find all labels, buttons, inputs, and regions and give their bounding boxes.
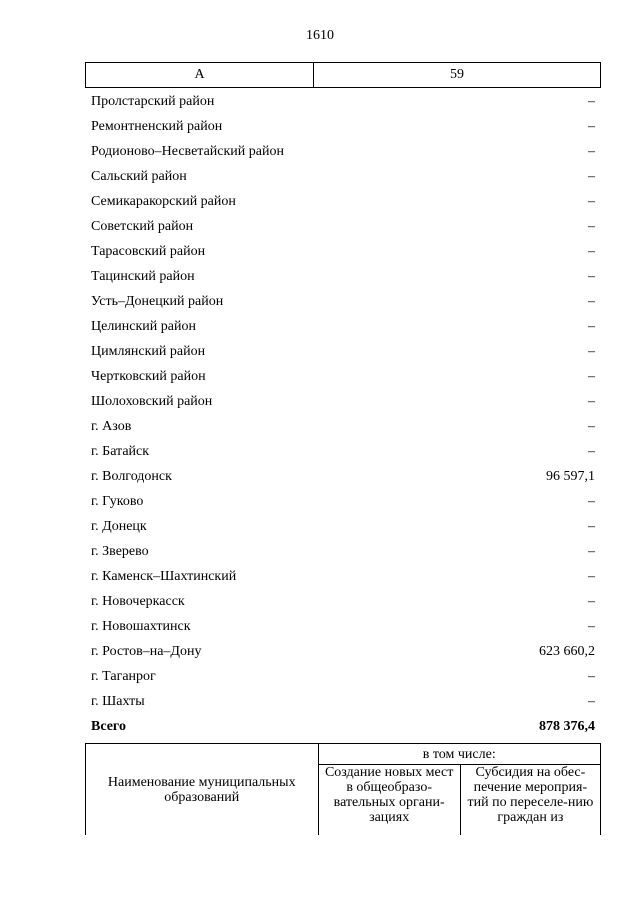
table-row (85, 264, 601, 289)
municipality-value: 623 660,2 (539, 643, 595, 659)
municipality-name: г. Новошахтинск (91, 618, 191, 634)
municipality-value: – (588, 368, 595, 384)
table-row (85, 339, 601, 364)
municipality-name: Целинский район (91, 318, 196, 334)
total-label: Всего (91, 718, 126, 734)
table-row (85, 514, 601, 539)
municipality-name: Родионово–Несветайский район (91, 143, 284, 159)
table-row (85, 214, 601, 239)
table-row (85, 489, 601, 514)
table-row (85, 439, 601, 464)
table-header (85, 62, 601, 88)
municipality-value: – (588, 618, 595, 634)
municipality-value: – (588, 143, 595, 159)
municipality-value: – (588, 518, 595, 534)
table-row (85, 239, 601, 264)
municipality-value: – (588, 93, 595, 109)
municipality-value: – (588, 168, 595, 184)
municipality-name: Семикаракорский район (91, 193, 236, 209)
table-row (85, 164, 601, 189)
new-school-places-header: Создание новых мест в общеобразо-вательных органи-зациях (318, 765, 460, 836)
municipality-name: г. Каменск–Шахтинский (91, 568, 237, 584)
municipality-value: 96 597,1 (546, 468, 595, 484)
table-row (85, 614, 601, 639)
total-value: 878 376,4 (539, 718, 595, 734)
municipality-value: – (588, 393, 595, 409)
municipality-name: Цимлянский район (91, 343, 206, 359)
municipality-value: – (588, 593, 595, 609)
municipality-name: Сальский район (91, 168, 187, 184)
table-row (85, 139, 601, 164)
table-row (85, 539, 601, 564)
table-row (85, 664, 601, 689)
municipality-value: – (588, 268, 595, 284)
municipality-value: – (588, 668, 595, 684)
municipality-value: – (588, 693, 595, 709)
table-row (85, 289, 601, 314)
page-number: 1610 (306, 28, 334, 43)
municipality-name: г. Таганрог (91, 668, 156, 684)
next-table-header (85, 743, 601, 835)
municipality-value: – (588, 443, 595, 459)
municipality-name: Шолоховский район (91, 393, 213, 409)
table-row (85, 639, 601, 664)
table-row (85, 89, 601, 114)
name-column-header: Наименование муниципальных образований (86, 744, 319, 836)
municipality-name: Ремонтненский район (91, 118, 223, 134)
municipality-value: – (588, 218, 595, 234)
table-row (85, 689, 601, 714)
municipality-name: г. Азов (91, 418, 132, 434)
table-row (85, 414, 601, 439)
municipality-name: Пролстарский район (91, 93, 215, 109)
municipality-name: Тарасовский район (91, 243, 206, 259)
table-row (85, 389, 601, 414)
municipality-name: Советский район (91, 218, 194, 234)
municipality-value: – (588, 418, 595, 434)
data-rows (85, 89, 601, 739)
municipality-value: – (588, 293, 595, 309)
municipality-name: Усть–Донецкий район (91, 293, 224, 309)
municipality-name: г. Гуково (91, 493, 144, 509)
municipality-name: г. Батайск (91, 443, 150, 459)
table-row (85, 364, 601, 389)
municipality-name: г. Шахты (91, 693, 145, 709)
municipality-name: г. Донецк (91, 518, 147, 534)
table-row (85, 114, 601, 139)
table-row (85, 464, 601, 489)
table-row (85, 314, 601, 339)
table-row (85, 589, 601, 614)
municipality-name: г. Волгодонск (91, 468, 172, 484)
municipality-name: г. Ростов–на–Дону (91, 643, 202, 659)
table-row (85, 564, 601, 589)
municipality-name: Чертковский район (91, 368, 206, 384)
municipality-value: – (588, 493, 595, 509)
municipality-value: – (588, 343, 595, 359)
including-header: в том числе: (318, 744, 601, 765)
municipality-value: – (588, 193, 595, 209)
header-col-a: А (86, 63, 314, 88)
resettlement-subsidy-header: Субсидия на обес-печение мероприя-тий по переселе-нию граждан из (460, 765, 600, 836)
table-row (85, 189, 601, 214)
municipality-name: Тацинский район (91, 268, 195, 284)
municipality-value: – (588, 118, 595, 134)
municipality-name: г. Зверево (91, 543, 149, 559)
municipality-value: – (588, 243, 595, 259)
municipality-value: – (588, 543, 595, 559)
total-row (85, 714, 601, 739)
header-col-b: 59 (314, 63, 601, 88)
municipality-value: – (588, 568, 595, 584)
municipality-name: г. Новочеркасск (91, 593, 185, 609)
municipality-value: – (588, 318, 595, 334)
